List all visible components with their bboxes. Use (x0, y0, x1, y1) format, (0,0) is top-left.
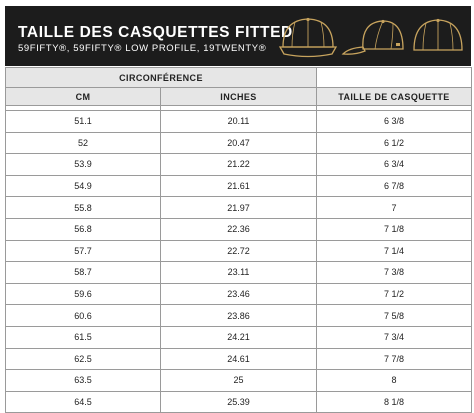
inches-cell: 23.46 (161, 283, 317, 305)
cm-cell: 55.8 (6, 197, 161, 219)
chart-title: TAILLE DES CASQUETTES FITTED (18, 24, 293, 41)
cm-cell: 63.5 (6, 370, 161, 392)
cm-cell: 62.5 (6, 348, 161, 370)
cap-size-cell: 7 1/4 (317, 240, 472, 262)
inches-cell: 23.11 (161, 262, 317, 284)
inches-cell: 21.97 (161, 197, 317, 219)
chart-subtitle: 59FIFTY®, 59FIFTY® LOW PROFILE, 19TWENTY® (18, 43, 267, 54)
cm-cell: 59.6 (6, 283, 161, 305)
column-header-cap-size: TAILLE DE CASQUETTE (317, 88, 472, 106)
inches-cell: 24.21 (161, 326, 317, 348)
table-row (6, 370, 472, 392)
cap-size-cell: 6 3/4 (317, 154, 472, 176)
cap-size-cell: 7 3/8 (317, 262, 472, 284)
table-row (6, 197, 472, 219)
cap-size-cell: 7 1/8 (317, 218, 472, 240)
inches-cell: 20.47 (161, 132, 317, 154)
table-row (6, 305, 472, 327)
table-row (6, 391, 472, 413)
cap-size-cell: 8 (317, 370, 472, 392)
table-row (6, 348, 472, 370)
size-table (5, 67, 472, 413)
cap-size-cell: 7 7/8 (317, 348, 472, 370)
cm-cell: 58.7 (6, 262, 161, 284)
table-row (6, 262, 472, 284)
inches-cell: 22.72 (161, 240, 317, 262)
table-row (6, 326, 472, 348)
inches-cell: 21.22 (161, 154, 317, 176)
cm-cell: 52 (6, 132, 161, 154)
cap-back-view-icon (409, 16, 467, 60)
cm-cell: 61.5 (6, 326, 161, 348)
cap-size-cell: 7 5/8 (317, 305, 472, 327)
inches-cell: 20.11 (161, 111, 317, 133)
table-row (6, 240, 472, 262)
cm-cell: 64.5 (6, 391, 161, 413)
cm-cell: 56.8 (6, 218, 161, 240)
table-row (6, 111, 472, 133)
cap-side-view-icon (341, 16, 407, 60)
cm-cell: 53.9 (6, 154, 161, 176)
table-row (6, 154, 472, 176)
cap-size-cell: 7 1/2 (317, 283, 472, 305)
cm-cell: 54.9 (6, 175, 161, 197)
circumference-header: CIRCONFÉRENCE (6, 68, 317, 88)
cm-cell: 57.7 (6, 240, 161, 262)
table-row (6, 132, 472, 154)
cap-size-cell: 7 3/4 (317, 326, 472, 348)
header-spacer (317, 68, 472, 88)
cap-size-cell: 6 1/2 (317, 132, 472, 154)
cap-front-view-icon (277, 16, 339, 60)
inches-cell: 21.61 (161, 175, 317, 197)
cm-cell: 51.1 (6, 111, 161, 133)
column-header-cm: CM (6, 88, 161, 106)
column-header-inches: INCHES (161, 88, 317, 106)
cm-cell: 60.6 (6, 305, 161, 327)
inches-cell: 24.61 (161, 348, 317, 370)
cap-size-cell: 6 7/8 (317, 175, 472, 197)
cap-size-cell: 8 1/8 (317, 391, 472, 413)
inches-cell: 22.36 (161, 218, 317, 240)
inches-cell: 23.86 (161, 305, 317, 327)
table-body (6, 111, 472, 413)
table-row (6, 175, 472, 197)
inches-cell: 25 (161, 370, 317, 392)
inches-cell: 25.39 (161, 391, 317, 413)
cap-size-cell: 7 (317, 197, 472, 219)
header-banner (5, 6, 471, 66)
table-row (6, 218, 472, 240)
table-row (6, 283, 472, 305)
cap-size-cell: 6 3/8 (317, 111, 472, 133)
